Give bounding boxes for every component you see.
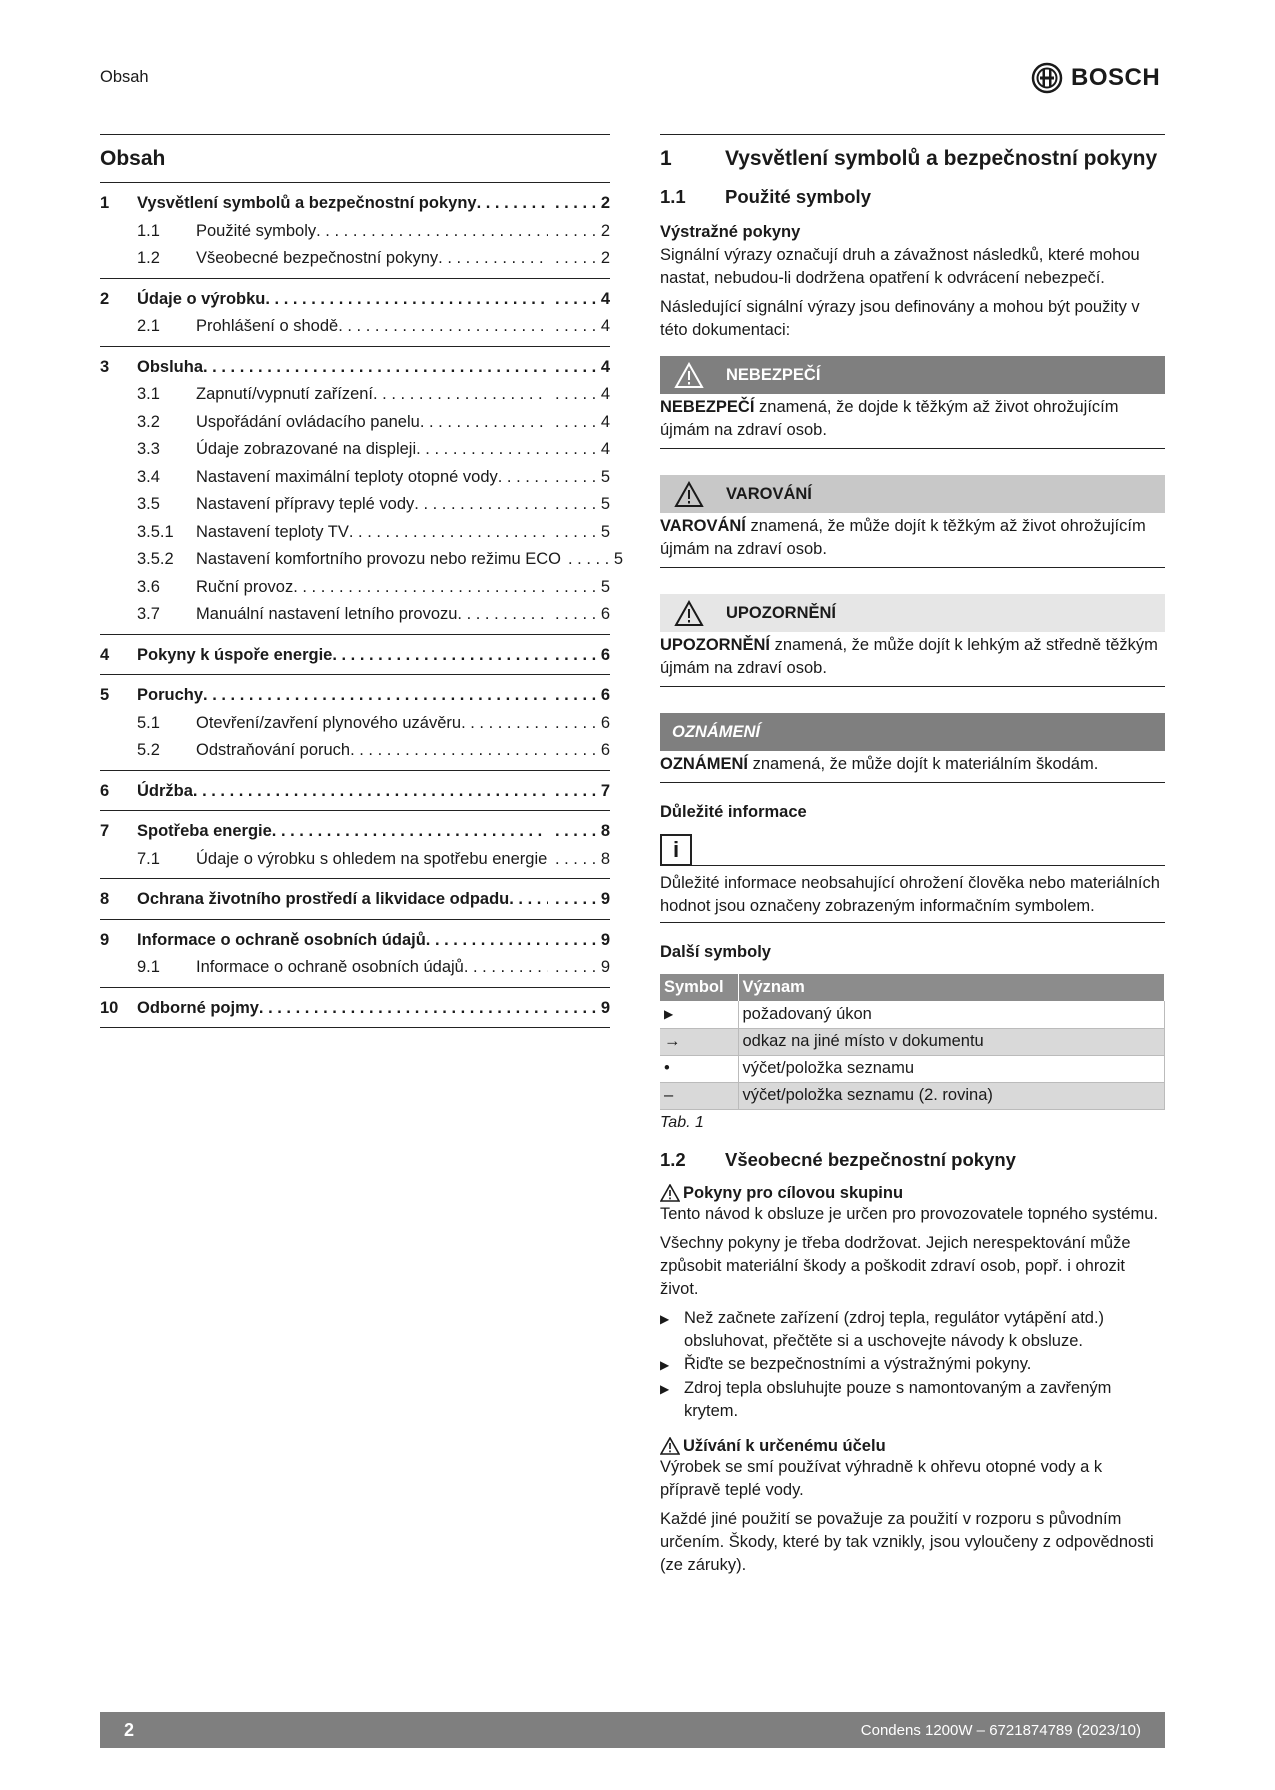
toc-entry-number: 9 bbox=[100, 930, 110, 949]
page-footer bbox=[100, 1712, 1165, 1748]
action-arrow-icon: ▶ bbox=[660, 1381, 670, 1396]
toc-leader-dots bbox=[193, 778, 548, 806]
toc-entry-number: 3.4 bbox=[137, 467, 160, 486]
toc-section-entry[interactable] bbox=[100, 464, 610, 492]
toc-entry-label: Informace o ochraně osobních údajů bbox=[196, 958, 464, 976]
subsection-title: Použité symboly bbox=[725, 186, 871, 207]
toc-section-entry[interactable] bbox=[100, 574, 610, 602]
warning-triangle-icon bbox=[674, 600, 712, 627]
toc-entry-page: . . . 2 bbox=[548, 218, 610, 246]
target-paragraph-1: Tento návod k obsluze je určen pro provozovatele topného systému. bbox=[660, 1204, 1159, 1223]
toc-leader-dots bbox=[414, 491, 548, 519]
warning-triangle-icon bbox=[660, 1184, 680, 1202]
subsection-title: Všeobecné bezpečnostní pokyny bbox=[725, 1148, 1016, 1170]
toc-entry-number: 5.2 bbox=[137, 741, 160, 759]
toc-entry-page: . . . 6 bbox=[548, 682, 610, 710]
toc-entry-label: Ruční provoz bbox=[196, 577, 294, 596]
bosch-wordmark: BOSCH bbox=[1071, 64, 1161, 91]
warning-bar bbox=[660, 475, 1165, 513]
toc-section-entry[interactable] bbox=[100, 218, 610, 246]
toc-chapter-entry[interactable] bbox=[100, 642, 610, 670]
toc-entry-number: 3.5 bbox=[137, 495, 160, 513]
toc-entry-label: Nastavení teploty TV bbox=[196, 522, 349, 541]
toc-entry-page: . . . 6 bbox=[548, 737, 610, 765]
toc-section-entry[interactable] bbox=[100, 846, 610, 874]
subsection-number: 1.2 bbox=[660, 1148, 686, 1170]
notice-text bbox=[660, 751, 1165, 783]
toc-entry-label: Spotřeba energie bbox=[137, 822, 272, 840]
danger-text bbox=[660, 394, 1165, 449]
toc-entry-number: 5 bbox=[100, 686, 110, 704]
warnings-paragraph-1: Signální výrazy označují druh a závažnost následků, které mohou nastat, nebudou-li dodržena opatření k odvrácení nebezpečí. bbox=[660, 246, 1140, 287]
bosch-logo bbox=[1031, 62, 1160, 94]
toc-chapter-entry[interactable] bbox=[100, 682, 610, 710]
warning-description: znamená, že může dojít k těžkým až život ohrožujícím újmám na zdraví osob. bbox=[660, 517, 1146, 558]
toc-entry-number: 3 bbox=[100, 357, 110, 376]
toc-section-entry[interactable] bbox=[100, 954, 610, 982]
table-row bbox=[660, 1001, 1165, 1028]
table-cell-symbol: • bbox=[660, 1055, 738, 1082]
toc-leader-dots bbox=[332, 642, 548, 670]
toc-entry-page: . . . 6 bbox=[548, 642, 610, 670]
toc-leader-dots bbox=[349, 519, 548, 547]
caution-text bbox=[660, 632, 1165, 687]
toc-entry-label: Zapnutí/vypnutí zařízení bbox=[196, 385, 374, 403]
target-bullet-list bbox=[660, 1307, 1165, 1423]
toc-entry-number: 6 bbox=[100, 781, 110, 800]
toc-entry-page: . . . 6 bbox=[548, 710, 610, 738]
toc-group bbox=[100, 811, 610, 879]
danger-term: NEBEZPEČÍ bbox=[660, 398, 755, 416]
warning-triangle-icon bbox=[674, 481, 712, 508]
toc-leader-dots bbox=[464, 954, 548, 982]
toc-entry-label: Nastavení komfortního provozu nebo režimu ECO bbox=[196, 550, 562, 568]
table-cell-meaning: odkaz na jiné místo v dokumentu bbox=[738, 1028, 1165, 1055]
subsection-number: 1.1 bbox=[660, 186, 686, 207]
toc-entry-page: . . . 8 bbox=[548, 846, 610, 874]
toc-leader-dots bbox=[203, 682, 548, 710]
toc-group bbox=[100, 879, 610, 920]
toc-entry-page: . . . 5 bbox=[548, 464, 610, 492]
toc-entry-label: Nastavení maximální teploty otopné vody bbox=[196, 467, 498, 486]
toc-entry-number: 5.1 bbox=[137, 713, 160, 732]
danger-label: NEBEZPEČÍ bbox=[726, 365, 821, 384]
toc-chapter-entry[interactable] bbox=[100, 778, 610, 806]
notice-term: OZNÁMENÍ bbox=[660, 755, 748, 773]
toc-entry-page: . . . 4 bbox=[548, 313, 610, 341]
table-cell-symbol: → bbox=[660, 1028, 738, 1055]
toc-leader-dots bbox=[416, 436, 548, 464]
toc-entry-page: . . . 5 bbox=[561, 546, 623, 574]
section-heading bbox=[660, 135, 1165, 183]
warning-term: VAROVÁNÍ bbox=[660, 517, 746, 535]
toc-chapter-entry[interactable] bbox=[100, 190, 610, 218]
toc-entry-page: . . . 2 bbox=[548, 245, 610, 273]
toc-entry-label: Údaje o výrobku bbox=[137, 289, 266, 308]
important-text: Důležité informace neobsahující ohrožení člověka nebo materiálních hodnot jsou označeny zobrazeným informačním symbolem. bbox=[660, 866, 1165, 923]
toc-entry-label: Údaje o výrobku s ohledem na spotřebu energie bbox=[196, 849, 548, 868]
toc-entry-label: Údaje zobrazované na displeji bbox=[196, 440, 417, 458]
toc-entry-number: 2.1 bbox=[137, 317, 160, 335]
toc-group bbox=[100, 988, 610, 1029]
toc-section-entry[interactable] bbox=[100, 381, 610, 409]
intended-use-paragraph-1: Výrobek se smí používat výhradně k ohřevu otopné vody a k přípravě teplé vody. bbox=[660, 1457, 1103, 1499]
toc-entry-label: Všeobecné bezpečnostní pokyny bbox=[196, 249, 439, 267]
toc-group bbox=[100, 920, 610, 988]
toc-chapter-entry[interactable] bbox=[100, 927, 610, 955]
target-group-heading bbox=[660, 1184, 1165, 1203]
toc-leader-dots bbox=[316, 218, 548, 246]
toc-entry-label: Odborné pojmy bbox=[137, 998, 259, 1017]
section-title: Vysvětlení symbolů a bezpečnostní pokyny bbox=[725, 147, 1158, 170]
intended-use-paragraph-2: Každé jiné použití se považuje za použití v rozporu s původním určením. Škody, které by tak vznikly, jsou vyloučeny z odpovědnosti (ze záruky). bbox=[660, 1509, 1154, 1574]
toc-entry-page: . . . 8 bbox=[548, 818, 610, 846]
toc-entry-page: . . . 2 bbox=[548, 190, 610, 218]
toc-entry-number: 4 bbox=[100, 645, 110, 664]
table-cell-meaning: požadovaný úkon bbox=[738, 1001, 1165, 1028]
toc-group bbox=[100, 347, 624, 635]
caution-term: UPOZORNĚNÍ bbox=[660, 636, 771, 654]
list-item bbox=[660, 1307, 1165, 1353]
intended-use-title: Užívání k určenému účelu bbox=[683, 1436, 886, 1455]
toc-chapter-entry[interactable] bbox=[100, 354, 610, 382]
toc-entry-page: . . . 4 bbox=[548, 381, 610, 409]
list-item-text: Než začnete zařízení (zdroj tepla, regulátor vytápění atd.) obsluhovat, přečtěte si a uschovejte návody k obsluze. bbox=[684, 1308, 1105, 1350]
list-item bbox=[660, 1353, 1165, 1377]
toc-entry-label: Uspořádání ovládacího panelu bbox=[196, 412, 420, 431]
caution-bar bbox=[660, 594, 1165, 632]
action-arrow-icon: ▶ bbox=[660, 1311, 670, 1326]
other-symbols-heading: Další symboly bbox=[660, 943, 771, 961]
toc-entry-page: . . . 5 bbox=[548, 574, 610, 602]
toc-entry-label: Odstraňování poruch bbox=[196, 741, 351, 759]
important-heading: Důležité informace bbox=[660, 803, 807, 821]
toc-entry-number: 3.3 bbox=[137, 440, 160, 458]
notice-bar: OZNÁMENÍ bbox=[660, 713, 1165, 751]
table-cell-meaning: výčet/položka seznamu (2. rovina) bbox=[738, 1082, 1165, 1109]
page-number: 2 bbox=[124, 1719, 135, 1740]
toc-entry-page: . . . 4 bbox=[548, 286, 610, 314]
subsection-heading-1-1 bbox=[660, 183, 1165, 211]
toc-entry-page: . . . 9 bbox=[548, 886, 610, 914]
toc-entry-label: Obsluha bbox=[137, 357, 204, 376]
toc-entry-label: Otevření/zavření plynového uzávěru bbox=[196, 713, 462, 732]
toc-entry-page: . . . 4 bbox=[548, 354, 610, 382]
toc-group bbox=[100, 675, 610, 771]
toc-group bbox=[100, 771, 610, 812]
table-of-contents bbox=[100, 134, 624, 1028]
toc-entry-label: Manuální nastavení letního provozu bbox=[196, 605, 458, 623]
table-cell-symbol: ▶ bbox=[660, 1001, 738, 1028]
toc-entry-number: 1 bbox=[100, 194, 110, 212]
toc-entry-number: 10 bbox=[100, 998, 119, 1017]
toc-chapter-entry[interactable] bbox=[100, 818, 610, 846]
toc-entry-label: Nastavení přípravy teplé vody bbox=[196, 495, 415, 513]
table-row bbox=[660, 1082, 1165, 1109]
toc-entry-page: . . . 4 bbox=[548, 436, 610, 464]
caution-label: UPOZORNĚNÍ bbox=[726, 603, 837, 622]
list-item bbox=[660, 1377, 1165, 1423]
toc-leader-dots bbox=[373, 381, 548, 409]
warning-triangle-icon bbox=[674, 362, 712, 389]
warning-text bbox=[660, 513, 1165, 568]
toc-leader-dots bbox=[438, 245, 548, 273]
toc-entry-number: 8 bbox=[100, 890, 110, 908]
list-item-text: Řiďte se bezpečnostními a výstražnými pokyny. bbox=[684, 1354, 1032, 1373]
toc-section-entry[interactable] bbox=[100, 601, 610, 629]
toc-entry-page: . . . 5 bbox=[548, 519, 610, 547]
table-row bbox=[660, 1028, 1165, 1055]
toc-entry-number: 9.1 bbox=[137, 958, 160, 976]
table-header-symbol: Symbol bbox=[660, 974, 738, 1001]
symbols-table bbox=[660, 974, 1165, 1110]
bosch-armature-icon bbox=[1031, 62, 1063, 94]
table-header-row bbox=[660, 974, 1165, 1001]
warnings-heading: Výstražné pokyny bbox=[660, 223, 801, 241]
info-icon: i bbox=[660, 834, 692, 866]
toc-entry-label: Použité symboly bbox=[196, 221, 317, 240]
warning-triangle-icon bbox=[660, 1437, 680, 1455]
toc-section-entry[interactable] bbox=[100, 710, 610, 738]
toc-entry-number: 3.6 bbox=[137, 577, 160, 596]
toc-group bbox=[100, 183, 610, 279]
table-row bbox=[660, 1055, 1165, 1082]
document-id: Condens 1200W – 6721874789 (2023/10) bbox=[860, 1721, 1141, 1739]
toc-entry-label: Informace o ochraně osobních údajů bbox=[137, 930, 426, 949]
toc-section-entry[interactable] bbox=[100, 436, 610, 464]
toc-entry-page: . . . 5 bbox=[548, 491, 610, 519]
toc-entry-number: 3.2 bbox=[137, 412, 160, 431]
toc-entry-number: 7.1 bbox=[137, 849, 160, 868]
warnings-paragraph-2: Následující signální výrazy jsou definovány a mohou být použity v této dokumentaci: bbox=[660, 298, 1140, 339]
toc-entry-number: 3.1 bbox=[137, 385, 160, 403]
toc-section-entry[interactable] bbox=[100, 491, 610, 519]
toc-entry-number: 3.5.1 bbox=[137, 522, 174, 541]
table-cell-meaning: výčet/položka seznamu bbox=[738, 1055, 1165, 1082]
toc-leader-dots bbox=[203, 354, 548, 382]
toc-entry-page: . . . 7 bbox=[548, 778, 610, 806]
toc-leader-dots bbox=[350, 737, 548, 765]
toc-entry-page: . . . 4 bbox=[548, 409, 610, 437]
section-number: 1 bbox=[660, 147, 672, 170]
toc-leader-dots bbox=[461, 710, 548, 738]
toc-chapter-entry[interactable] bbox=[100, 995, 610, 1023]
toc-leader-dots bbox=[457, 601, 548, 629]
toc-entry-label: Pokyny k úspoře energie bbox=[137, 645, 333, 664]
toc-leader-dots bbox=[259, 995, 548, 1023]
subsection-heading-1-2 bbox=[660, 1146, 1165, 1174]
toc-section-entry[interactable] bbox=[100, 737, 610, 765]
toc-entry-page: . . . 9 bbox=[548, 954, 610, 982]
toc-entry-number: 7 bbox=[100, 822, 110, 840]
table-header-meaning: Význam bbox=[738, 974, 1165, 1001]
toc-section-entry[interactable] bbox=[100, 546, 624, 574]
toc-section-entry[interactable] bbox=[100, 519, 610, 547]
toc-entry-label: Poruchy bbox=[137, 686, 204, 704]
table-caption: Tab. 1 bbox=[660, 1113, 704, 1131]
toc-entry-number: 3.7 bbox=[137, 605, 160, 623]
toc-entry-number: 2 bbox=[100, 289, 110, 308]
toc-leader-dots bbox=[509, 886, 548, 914]
page-header-title: Obsah bbox=[100, 68, 149, 86]
toc-entry-page: . . . 9 bbox=[548, 995, 610, 1023]
caution-description: znamená, že může dojít k lehkým až středně těžkým újmám na zdraví osob. bbox=[660, 636, 1158, 677]
toc-leader-dots bbox=[420, 409, 548, 437]
toc-section-entry[interactable] bbox=[100, 245, 610, 273]
toc-entry-page: . . . 9 bbox=[548, 927, 610, 955]
info-box bbox=[660, 830, 1165, 866]
toc-groups bbox=[100, 183, 624, 1028]
toc-heading: Obsah bbox=[100, 135, 610, 183]
action-arrow-icon: ▶ bbox=[660, 1357, 670, 1372]
toc-leader-dots bbox=[272, 818, 548, 846]
toc-entry-label: Ochrana životního prostředí a likvidace odpadu bbox=[137, 890, 510, 908]
toc-group bbox=[100, 279, 610, 347]
toc-section-entry[interactable] bbox=[100, 409, 610, 437]
toc-entry-page: . . . 6 bbox=[548, 601, 610, 629]
warning-label: VAROVÁNÍ bbox=[726, 484, 812, 503]
toc-leader-dots bbox=[293, 574, 548, 602]
table-cell-symbol: – bbox=[660, 1082, 738, 1109]
danger-bar bbox=[660, 356, 1165, 394]
toc-chapter-entry[interactable] bbox=[100, 886, 610, 914]
target-group-title: Pokyny pro cílovou skupinu bbox=[683, 1183, 904, 1202]
section-1 bbox=[660, 134, 1165, 1577]
toc-leader-dots bbox=[498, 464, 548, 492]
toc-leader-dots bbox=[426, 927, 548, 955]
toc-group bbox=[100, 635, 610, 676]
danger-description: znamená, že dojde k těžkým až život ohrožujícím újmám na zdraví osob. bbox=[660, 398, 1119, 439]
list-item-text: Zdroj tepla obsluhujte pouze s namontovaným a zavřeným krytem. bbox=[684, 1378, 1112, 1420]
toc-chapter-entry[interactable] bbox=[100, 286, 610, 314]
toc-entry-label: Údržba bbox=[137, 781, 193, 800]
intended-use-heading bbox=[660, 1437, 1165, 1456]
toc-section-entry[interactable] bbox=[100, 313, 610, 341]
toc-leader-dots bbox=[338, 313, 548, 341]
toc-entry-label: Prohlášení o shodě bbox=[196, 317, 339, 335]
target-paragraph-2: Všechny pokyny je třeba dodržovat. Jejich nerespektování může způsobit materiální škody a poškodit zdraví osob, popř. i ohrozit život. bbox=[660, 1233, 1131, 1298]
toc-entry-number: 3.5.2 bbox=[137, 550, 174, 568]
toc-entry-label: Vysvětlení symbolů a bezpečnostní pokyny bbox=[137, 194, 477, 212]
toc-entry-number: 1.1 bbox=[137, 221, 160, 240]
notice-description: znamená, že může dojít k materiálním škodám. bbox=[748, 755, 1099, 773]
toc-leader-dots bbox=[477, 190, 548, 218]
toc-entry-number: 1.2 bbox=[137, 249, 160, 267]
toc-leader-dots bbox=[265, 286, 548, 314]
